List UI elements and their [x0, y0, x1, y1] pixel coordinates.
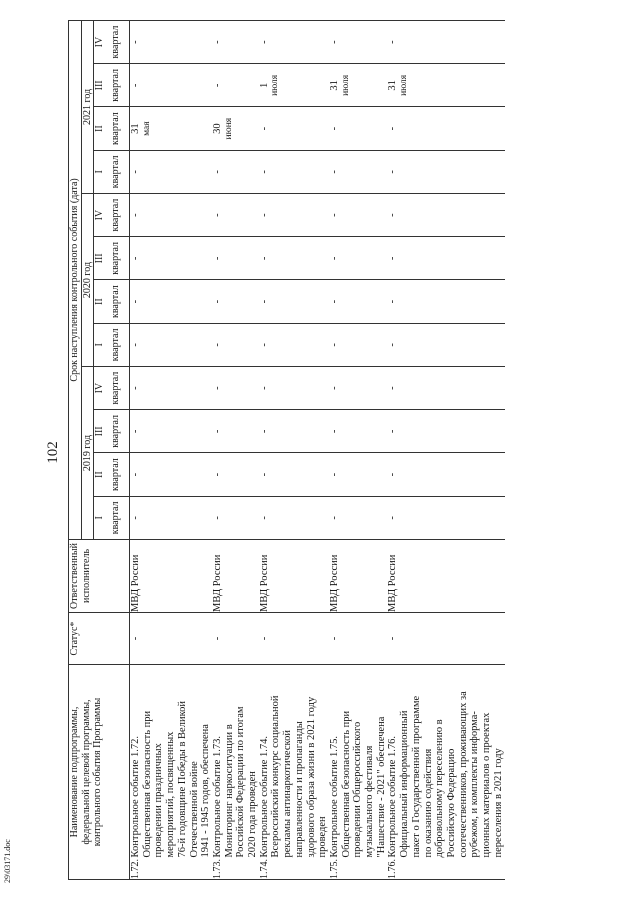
deadline-cell — [329, 453, 388, 496]
control-event-name-line: "Нашествие - 2021" обеспечена — [375, 716, 387, 858]
header-status: Статус* — [69, 613, 130, 665]
quarter-numeral: II — [94, 298, 105, 305]
deadline-cell — [130, 237, 212, 280]
deadline-none: - — [258, 386, 270, 390]
deadline-none: - — [130, 343, 141, 347]
deadline-none: - — [258, 170, 270, 174]
status-cell: - — [387, 613, 504, 665]
status-cell: - — [130, 613, 212, 665]
header-quarter — [94, 107, 130, 150]
control-event-name-line: по оказанию содействия — [422, 748, 434, 858]
header-row — [69, 20, 82, 879]
deadline-day: 1 — [258, 82, 270, 88]
quarter-word: квартал — [110, 155, 121, 189]
control-event-name-line: ционных материалов о проектах — [481, 712, 493, 858]
quarter-word: квартал — [110, 328, 121, 362]
deadline-none: - — [130, 386, 141, 390]
deadline-cell — [387, 20, 504, 63]
deadline-cell — [130, 367, 212, 410]
deadline-cell — [259, 410, 329, 453]
control-event-name-line: здорового образа жизни в 2021 году — [305, 696, 317, 858]
deadline-cell — [130, 20, 212, 63]
header-quarter — [94, 237, 130, 280]
quarter-word: квартал — [110, 69, 121, 102]
header-quarter — [94, 453, 130, 496]
deadline-cell — [329, 107, 388, 150]
deadline-cell — [387, 280, 504, 323]
header-deadline: Срок наступления контрольного события (дата) — [69, 20, 82, 539]
quarter-numeral: II — [94, 125, 105, 132]
header-responsible-line: Ответственный — [69, 543, 80, 609]
deadline-cell — [387, 453, 504, 496]
file-label: 29\03171.doc — [3, 839, 12, 883]
deadline-none: - — [211, 213, 223, 217]
deadline-none: - — [387, 213, 399, 217]
deadline-cell — [329, 280, 388, 323]
deadline-cell — [387, 107, 504, 150]
deadline-cell — [212, 410, 259, 453]
deadline-cell — [130, 453, 212, 496]
quarter-numeral: III — [94, 253, 105, 264]
table-row — [387, 20, 504, 879]
deadline-none: - — [130, 170, 141, 174]
control-events-table — [68, 20, 505, 880]
deadline-cell — [212, 323, 259, 366]
header-responsible-line: исполнитель — [80, 548, 92, 604]
deadline-cell — [259, 20, 329, 63]
deadline-cell — [387, 496, 504, 539]
quarter-word: квартал — [110, 285, 121, 319]
header-name-line: Наименование подпрограммы, — [69, 706, 80, 838]
deadline-cell — [387, 64, 504, 107]
deadline-cell — [387, 237, 504, 280]
header-quarter — [94, 280, 130, 323]
responsible-cell: МВД России — [329, 540, 388, 613]
deadline-none: - — [258, 213, 270, 217]
deadline-none: - — [258, 299, 270, 304]
deadline-cell — [329, 194, 388, 237]
deadline-cell — [329, 323, 388, 366]
deadline-none: - — [328, 343, 340, 347]
quarter-word: квартал — [110, 198, 121, 232]
deadline-none: - — [211, 83, 223, 88]
control-event-name-line: соотечественников, проживающих за — [457, 691, 469, 858]
quarter-numeral: III — [94, 80, 105, 91]
deadline-cell — [387, 150, 504, 193]
status-cell: - — [329, 613, 388, 665]
deadline-none: - — [211, 429, 223, 434]
header-quarter — [94, 194, 130, 237]
deadline-month: июня — [223, 117, 234, 140]
deadline-cell — [212, 150, 259, 193]
deadline-cell — [130, 194, 212, 237]
deadline-none: - — [130, 516, 141, 520]
deadline-none: - — [130, 429, 141, 434]
deadline-none: - — [328, 472, 340, 477]
quarter-word: квартал — [110, 501, 121, 535]
quarter-word: квартал — [110, 25, 121, 59]
deadline-cell — [329, 410, 388, 453]
header-responsible — [69, 540, 130, 613]
header-quarter — [94, 64, 130, 107]
deadline-cell — [259, 496, 329, 539]
deadline-cell — [212, 20, 259, 63]
deadline-cell — [130, 410, 212, 453]
deadline-month: июля — [340, 74, 351, 96]
control-event-name-line: рубежом, и комплекты информа- — [469, 711, 481, 858]
deadline-cell — [212, 107, 259, 150]
control-event-name-line: проведении Общероссийского — [352, 721, 364, 858]
status-cell: - — [259, 613, 329, 665]
control-event-name-line: мероприятий, посвященных — [165, 731, 177, 858]
header-quarter — [94, 496, 130, 539]
deadline-cell — [387, 194, 504, 237]
deadline-none: - — [258, 126, 270, 131]
table-row — [259, 20, 329, 879]
deadline-cell — [259, 323, 329, 366]
deadline-cell — [259, 367, 329, 410]
deadline-none: - — [328, 429, 340, 434]
deadline-none: - — [211, 170, 223, 174]
responsible-cell: МВД России — [212, 540, 259, 613]
deadline-none: - — [130, 256, 141, 261]
control-event-name-line: пакет о Государственной программе — [410, 695, 422, 858]
deadline-none: - — [211, 40, 223, 44]
deadline-cell — [259, 150, 329, 193]
deadline-none: - — [258, 516, 270, 520]
quarter-numeral: I — [94, 516, 105, 520]
deadline-cell — [212, 194, 259, 237]
deadline-none: - — [328, 386, 340, 390]
control-event-name-line: рекламы антинаркотической — [282, 730, 294, 858]
deadline-cell — [259, 453, 329, 496]
control-event-name — [259, 665, 329, 858]
control-event-name — [387, 665, 504, 858]
deadline-cell — [130, 107, 212, 150]
control-event-name-line: Общественная безопасность при — [141, 710, 153, 858]
quarter-word: квартал — [110, 415, 121, 448]
deadline-day: 30 — [211, 123, 223, 134]
deadline-cell — [329, 150, 388, 193]
control-event-name-line: Контрольное событие 1.75. — [328, 735, 340, 858]
deadline-none: - — [328, 126, 340, 131]
control-event-name-line: Общественная безопасность при — [340, 710, 352, 858]
deadline-cell — [212, 367, 259, 410]
quarter-numeral: III — [94, 426, 105, 437]
control-event-name-line: Российской Федерации по итогам — [235, 706, 247, 858]
control-event-name-line: направленности и пропаганды — [293, 721, 305, 858]
header-name — [69, 665, 130, 880]
deadline-cell — [329, 64, 388, 107]
deadline-none: - — [387, 516, 399, 520]
deadline-cell — [329, 20, 388, 63]
deadline-none: - — [387, 170, 399, 174]
deadline-month: июля — [270, 74, 281, 96]
deadline-cell — [259, 64, 329, 107]
deadline-day: 31 — [328, 80, 340, 91]
deadline-month: мая — [141, 121, 152, 136]
deadline-cell — [130, 280, 212, 323]
deadline-none: - — [258, 256, 270, 261]
control-event-name — [212, 665, 259, 858]
header-year: 2021 год — [82, 20, 94, 193]
deadline-cell — [212, 496, 259, 539]
deadline-none: - — [387, 386, 399, 390]
header-quarter — [94, 150, 130, 193]
header-name-line: контрольного события Программы — [92, 697, 104, 847]
deadline-month: июля — [399, 74, 410, 96]
deadline-none: - — [328, 516, 340, 520]
control-event-name-line: Контрольное событие 1.73. — [211, 735, 223, 858]
header-quarter — [94, 323, 130, 366]
deadline-cell — [130, 323, 212, 366]
row-number: 1.72. — [130, 858, 212, 880]
deadline-cell — [387, 410, 504, 453]
deadline-cell — [212, 453, 259, 496]
control-event-name-line: Официальный информационный — [399, 710, 411, 858]
control-event-name-line: 1941 - 1945 годов, обеспечена — [200, 724, 212, 858]
deadline-cell — [212, 280, 259, 323]
deadline-none: - — [328, 299, 340, 304]
control-event-name — [130, 665, 212, 858]
control-event-name-line: проведении праздничных — [153, 743, 165, 858]
header-quarter — [94, 20, 130, 63]
control-event-name-line: Российскую Федерацию — [445, 748, 457, 858]
table-row — [130, 20, 212, 879]
deadline-cell — [387, 323, 504, 366]
control-event-name-line: добровольному переселению в — [434, 719, 446, 858]
quarter-word: квартал — [110, 458, 121, 492]
row-number: 1.74. — [259, 858, 329, 880]
quarter-numeral: IV — [94, 382, 105, 394]
quarter-numeral: IV — [94, 36, 105, 48]
control-event-name-line: Отечественной войне — [188, 761, 200, 858]
deadline-cell — [212, 237, 259, 280]
control-event-name-line: 76-й годовщине Победы в Великой — [176, 700, 188, 858]
quarter-numeral: I — [94, 170, 105, 174]
table-row — [212, 20, 259, 879]
header-quarter — [94, 410, 130, 453]
deadline-none: - — [130, 299, 141, 304]
deadline-none: - — [211, 299, 223, 304]
responsible-cell: МВД России — [130, 540, 212, 613]
deadline-none: - — [130, 83, 141, 88]
row-number: 1.76. — [387, 858, 504, 880]
deadline-none: - — [387, 40, 399, 44]
quarter-word: квартал — [110, 242, 121, 275]
header-name-line: федеральной целевой программы, — [80, 699, 92, 845]
control-event-name-line: Контрольное событие 1.74. — [258, 735, 270, 858]
responsible-cell: МВД России — [259, 540, 329, 613]
deadline-none: - — [387, 126, 399, 131]
deadline-cell — [259, 280, 329, 323]
deadline-cell — [130, 64, 212, 107]
deadline-cell — [212, 64, 259, 107]
deadline-none: - — [387, 256, 399, 261]
deadline-cell — [329, 237, 388, 280]
control-event-name-line: Всероссийский конкурс социальной — [270, 695, 282, 858]
control-event-name-line: переселения в 2021 году — [492, 748, 504, 858]
page-number: 102 — [45, 441, 61, 464]
quarter-numeral: I — [94, 343, 105, 347]
deadline-cell — [130, 150, 212, 193]
control-event-name — [329, 665, 388, 858]
deadline-cell — [387, 367, 504, 410]
deadline-none: - — [211, 516, 223, 520]
deadline-cell — [130, 496, 212, 539]
deadline-none: - — [328, 170, 340, 174]
deadline-none: - — [211, 256, 223, 261]
deadline-none: - — [130, 213, 141, 217]
control-event-name-line: музыкального фестиваля — [364, 745, 376, 858]
deadline-none: - — [258, 343, 270, 347]
deadline-none: - — [211, 386, 223, 390]
header-year: 2020 год — [82, 194, 94, 367]
quarter-numeral: II — [94, 471, 105, 478]
deadline-none: - — [258, 472, 270, 477]
table-body — [130, 20, 505, 879]
quarter-numeral: IV — [94, 209, 105, 221]
control-event-name-line: Контрольное событие 1.76. — [387, 735, 399, 858]
deadline-none: - — [387, 472, 399, 477]
deadline-day: 31 — [387, 80, 399, 91]
deadline-none: - — [211, 472, 223, 477]
deadline-none: - — [387, 429, 399, 434]
deadline-none: - — [130, 472, 141, 477]
deadline-none: - — [387, 343, 399, 347]
control-event-name-line: Мониторинг наркоситуации в — [223, 724, 235, 858]
header-quarter — [94, 367, 130, 410]
control-event-name-line: проведен — [317, 816, 329, 858]
deadline-cell — [329, 367, 388, 410]
control-event-name-line: Контрольное событие 1.72. — [130, 735, 141, 858]
quarter-word: квартал — [110, 112, 121, 146]
row-number: 1.73. — [212, 858, 259, 880]
responsible-cell: МВД России — [387, 540, 504, 613]
deadline-cell — [259, 237, 329, 280]
deadline-none: - — [258, 40, 270, 44]
deadline-none: - — [211, 343, 223, 347]
deadline-cell — [259, 107, 329, 150]
row-number: 1.75. — [329, 858, 388, 880]
deadline-none: - — [328, 213, 340, 217]
deadline-none: - — [130, 40, 141, 44]
deadline-cell — [259, 194, 329, 237]
header-year: 2019 год — [82, 367, 94, 540]
control-event-name-line: 2020 года проведен — [247, 771, 259, 858]
quarter-word: квартал — [110, 371, 121, 405]
table-row — [329, 20, 388, 879]
deadline-none: - — [387, 299, 399, 304]
deadline-none: - — [328, 256, 340, 261]
status-cell: - — [212, 613, 259, 665]
deadline-none: - — [328, 40, 340, 44]
deadline-cell — [329, 496, 388, 539]
deadline-none: - — [258, 429, 270, 434]
deadline-day: 31 — [130, 123, 141, 134]
